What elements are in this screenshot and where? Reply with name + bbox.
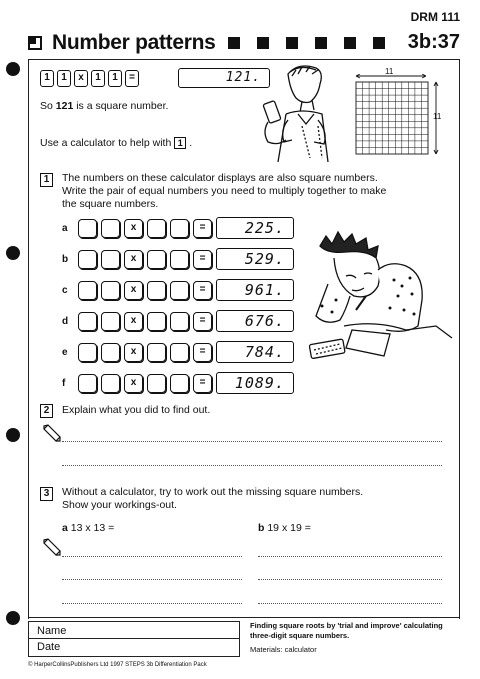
teacher-note: Finding square roots by 'trial and improve' calculating three-digit square numbers.: [250, 621, 443, 640]
calc-key: 1: [57, 70, 71, 87]
times-key: x: [124, 250, 143, 269]
materials-note: Materials: calculator: [250, 645, 317, 654]
equals-key: =: [193, 343, 212, 362]
decor-square: [228, 37, 240, 49]
answer-key-box[interactable]: [78, 343, 97, 362]
binder-hole: [6, 246, 20, 260]
page-title: Number patterns: [52, 31, 216, 54]
row-label: e: [62, 347, 68, 358]
binder-hole: [6, 62, 20, 76]
footer-rule: [28, 617, 460, 618]
series-logo-icon: [28, 36, 42, 50]
times-key: x: [124, 281, 143, 300]
question-3-number: 3: [40, 487, 56, 501]
title-bar: [28, 30, 468, 56]
name-field-label[interactable]: Name: [29, 622, 239, 639]
equals-key: =: [193, 219, 212, 238]
calc-display: 961.: [216, 279, 294, 301]
answer-key-box[interactable]: [147, 312, 166, 331]
answer-key-box[interactable]: [78, 250, 97, 269]
grid-height-label: 11: [433, 112, 442, 121]
date-field-label[interactable]: Date: [37, 641, 61, 653]
answer-key-box[interactable]: [170, 374, 189, 393]
answer-key-box[interactable]: [147, 374, 166, 393]
calc-instruction: Use a calculator to help with 1 .: [40, 137, 193, 149]
answer-key-box[interactable]: [170, 281, 189, 300]
calc-key: 1: [108, 70, 122, 87]
row-label: c: [62, 285, 68, 296]
row-label: f: [62, 378, 66, 389]
row-label: b: [62, 254, 69, 265]
times-key: x: [124, 374, 143, 393]
answer-key-box[interactable]: [101, 219, 120, 238]
answer-line[interactable]: [62, 441, 442, 442]
sheet-code: 3b:37: [407, 31, 460, 53]
answer-key-box[interactable]: [147, 250, 166, 269]
thinking-boy-illustration: [306, 230, 454, 370]
row-label: a: [62, 223, 68, 234]
name-date-box: [28, 621, 240, 657]
answer-line[interactable]: [258, 603, 442, 604]
boy-calculator-illustration: [258, 62, 348, 162]
sheet-reference: DRM 111: [410, 10, 460, 24]
question-1-number: 1: [40, 173, 56, 187]
answer-line[interactable]: [258, 579, 442, 580]
answer-key-box[interactable]: [101, 374, 120, 393]
row-label: d: [62, 316, 69, 327]
answer-key-box[interactable]: [78, 281, 97, 300]
answer-key-box[interactable]: [101, 343, 120, 362]
answer-line[interactable]: [62, 603, 242, 604]
answer-key-box[interactable]: [170, 250, 189, 269]
question-3-text: Without a calculator, try to work out the missing square numbers. Show your workings-out.: [62, 486, 364, 511]
answer-line[interactable]: [62, 579, 242, 580]
decor-square: [286, 37, 298, 49]
calc-display: 676.: [216, 310, 294, 332]
grid-width-label: 11: [385, 67, 394, 76]
answer-key-box[interactable]: [170, 343, 189, 362]
calc-key: 1: [40, 70, 54, 87]
calc-display: 529.: [216, 248, 294, 270]
equals-key: =: [193, 281, 212, 300]
answer-key-box[interactable]: [101, 312, 120, 331]
binder-hole: [6, 428, 20, 442]
calc-key: x: [74, 70, 88, 87]
equals-key: =: [193, 312, 212, 331]
calc-display: 1089.: [216, 372, 294, 394]
answer-key-box[interactable]: [78, 219, 97, 238]
answer-line[interactable]: [62, 465, 442, 466]
question-3b: b 19 x 19 =: [258, 522, 311, 534]
intro-sentence: So 121 is a square number.: [40, 100, 169, 112]
calc-display: 225.: [216, 217, 294, 239]
question-1-text: The numbers on these calculator displays are also square numbers. Write the pair of equal numbers you need to multiply together to make the square numbers.: [62, 172, 387, 210]
answer-key-box[interactable]: [101, 250, 120, 269]
binder-hole: [6, 611, 20, 625]
pencil-icon: [42, 424, 62, 442]
times-key: x: [124, 219, 143, 238]
answer-key-box[interactable]: [147, 281, 166, 300]
question-2-text: Explain what you did to find out.: [62, 404, 211, 416]
answer-line[interactable]: [258, 556, 442, 557]
equals-key: =: [193, 250, 212, 269]
equals-key: =: [193, 374, 212, 393]
question-3a: a 13 x 13 =: [62, 522, 115, 534]
answer-key-box[interactable]: [147, 343, 166, 362]
answer-key-box[interactable]: [147, 219, 166, 238]
decor-square: [344, 37, 356, 49]
answer-key-box[interactable]: [78, 312, 97, 331]
calc-key: 1: [91, 70, 105, 87]
question-2-number: 2: [40, 404, 56, 418]
answer-key-box[interactable]: [78, 374, 97, 393]
answer-key-box[interactable]: [170, 219, 189, 238]
calc-display: 784.: [216, 341, 294, 363]
answer-key-box[interactable]: [170, 312, 189, 331]
answer-line[interactable]: [62, 556, 242, 557]
decor-square: [257, 37, 269, 49]
decor-square: [315, 37, 327, 49]
decor-square: [373, 37, 385, 49]
calc-key: =: [125, 70, 139, 87]
pencil-icon: [42, 538, 62, 556]
answer-key-box[interactable]: [101, 281, 120, 300]
copyright-notice: © HarperCollinsPublishers Ltd 1997 STEPS 3b Differentiation Pack: [28, 662, 207, 668]
intro-calc-display: 121.: [178, 68, 270, 88]
times-key: x: [124, 312, 143, 331]
grid-illustration: [352, 74, 442, 158]
times-key: x: [124, 343, 143, 362]
